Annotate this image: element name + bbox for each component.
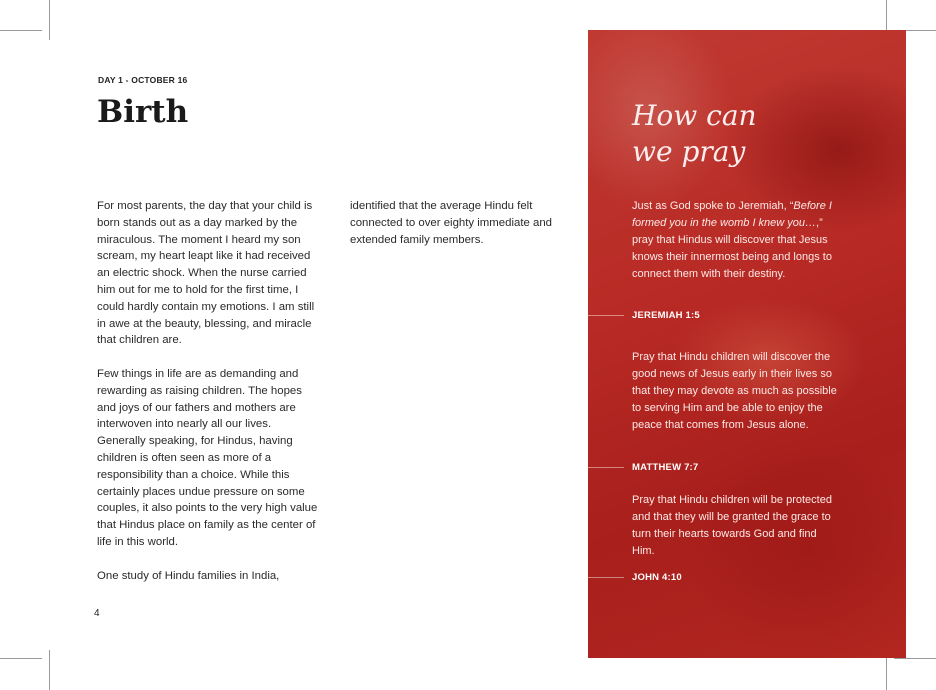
prayer-rest: ,” pray that Hindus will discover that Jesus knows their innermost being and longs to connect them with their destiny. — [632, 216, 832, 280]
crop-mark — [0, 658, 42, 659]
prayer-text-1 — [632, 198, 837, 283]
panel-title-line: How can — [632, 99, 757, 132]
body-paragraph: Few things in life are as demanding and rewarding as raising children. The hopes and joys of our fathers and mothers are interwoven into nearly all our lives. Generally speaking, for Hindus, having children is often seen as more of a responsibility than a choice. While this certainly places undue pressure on some couples, it also points to the very high value that Hindus place on family as the center of life in this world. — [97, 367, 318, 548]
scripture-quote: Before I formed you in the womb I knew you… — [632, 200, 832, 229]
page-number: 4 — [94, 608, 100, 619]
crop-mark — [49, 0, 50, 40]
body-column-1 — [97, 198, 322, 601]
prayer-panel — [588, 30, 906, 658]
scripture-ref-2: MATTHEW 7:7 — [632, 462, 699, 473]
page-title: Birth — [97, 94, 189, 130]
scripture-ref-1: JEREMIAH 1:5 — [632, 310, 700, 321]
crop-mark — [0, 30, 42, 31]
ref-divider — [588, 467, 624, 468]
prayer-text-3: Pray that Hindu children will be protected and that they will be granted the grace to turn their hearts towards God and find Him. — [632, 494, 832, 557]
ref-divider — [588, 577, 624, 578]
prayer-text-2: Pray that Hindu children will discover the good news of Jesus early in their lives so that they may devote as much as possible to serving Him and be able to enjoy the peace that comes from Jesus alone. — [632, 351, 837, 431]
scripture-ref-3: JOHN 4:10 — [632, 572, 682, 583]
crop-mark — [894, 658, 936, 659]
body-column-2 — [350, 198, 572, 265]
ref-divider — [588, 315, 624, 316]
body-paragraph: identified that the average Hindu felt connected to over eighty immediate and extended family members. — [350, 200, 552, 246]
body-paragraph: For most parents, the day that your child is born stands out as a day marked by the miraculous. The moment I heard my son scream, my heart leapt like it had received an electric shock. When the nurse carried him out for me to hold for the first time, I could hardly contain my emotions. I am still in awe at the beauty, blessing, and miracle that children are. — [97, 200, 315, 347]
panel-title — [632, 98, 832, 170]
body-paragraph: One study of Hindu families in India, — [97, 569, 280, 582]
crop-mark — [49, 650, 50, 690]
prayer-lead: Just as God spoke to Jeremiah, “ — [632, 200, 794, 212]
panel-title-line: we pray — [632, 135, 746, 168]
day-label: DAY 1 - OCTOBER 16 — [98, 75, 188, 85]
